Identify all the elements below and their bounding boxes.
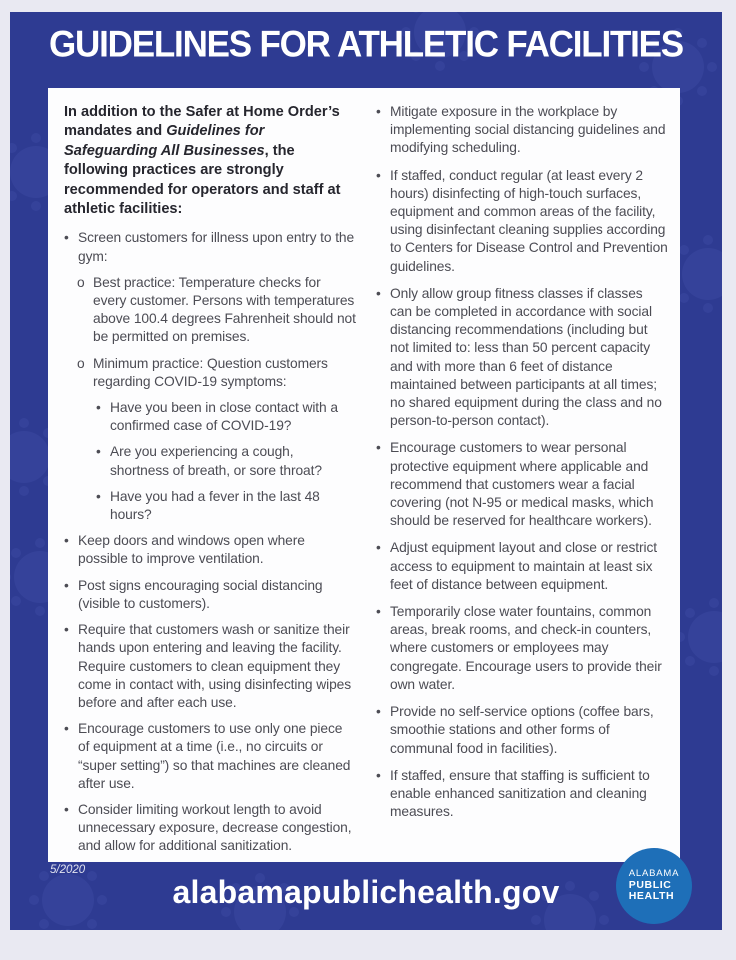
list-item [64, 399, 356, 435]
logo-line-alabama: ALABAMA [628, 867, 680, 879]
list-item-text: Temporarily close water fountains, common areas, break rooms, and check-in counters, where customers or employees may congregate. Encourage users to provide their own water. [390, 604, 662, 692]
list-item-text: Consider limiting workout length to avoid unnecessary exposure, decrease congestion, and allow for additional sanitization. [78, 801, 352, 854]
flyer-poster [10, 12, 722, 930]
list-item [64, 443, 356, 479]
publication-date: 5/2020 [50, 864, 86, 876]
list-item [64, 229, 356, 265]
list-item [376, 439, 668, 530]
bullet-marker: • [64, 230, 69, 246]
bullet-marker: • [64, 801, 69, 817]
list-item-text: Provide no self-service options (coffee bars, smoothie stations and other forms of communal food in facilities). [390, 704, 654, 756]
logo-text [629, 869, 679, 903]
list-item-text: Mitigate exposure in the workplace by implementing social distancing guidelines and modifying scheduling. [390, 104, 666, 156]
list-item-text: Adjust equipment layout and close or restrict access to equipment to maintain at least six feet of distance between equipment. [390, 540, 657, 592]
bullet-marker: • [64, 622, 69, 638]
bullet-marker: o [77, 355, 85, 371]
bullet-marker: • [376, 440, 381, 456]
list-item [376, 285, 668, 431]
list-item [376, 167, 668, 276]
page-title: GUIDELINES FOR ATHLETIC FACILITIES [49, 23, 683, 66]
intro-paragraph [64, 103, 356, 219]
bullet-marker: • [96, 488, 101, 504]
list-item-text: If staffed, ensure that staffing is sufficient to enable enhanced sanitization and cleaning measures. [390, 767, 650, 820]
bullet-marker: • [64, 721, 69, 737]
list-item [376, 703, 668, 758]
bullet-marker: • [376, 167, 381, 183]
list-item [376, 539, 668, 594]
bullet-marker: o [77, 274, 85, 290]
list-item-text: Have you been in close contact with a confirmed case of COVID-19? [110, 400, 338, 434]
list-item [64, 621, 356, 712]
bullet-marker: • [96, 400, 101, 416]
list-item [376, 603, 668, 694]
list-item [64, 355, 356, 391]
content-panel [48, 88, 680, 862]
bullet-marker: • [376, 285, 381, 301]
logo-line-public: PUBLIC [628, 878, 672, 891]
list-item [64, 488, 356, 524]
list-item-text: Screen customers for illness upon entry to the gym: [78, 230, 355, 264]
bullet-marker: • [96, 444, 101, 460]
intro-italic-title: Guidelines for Safeguarding All Businesses [64, 123, 265, 159]
list-item [64, 274, 356, 347]
bullet-marker: • [64, 533, 69, 549]
bullet-marker: • [376, 540, 381, 556]
bullet-marker: • [64, 577, 69, 593]
list-item [376, 767, 668, 822]
list-item [64, 720, 356, 793]
list-item [64, 577, 356, 613]
list-item-text: Have you had a fever in the last 48 hours? [110, 488, 320, 523]
list-item-text: Encourage customers to use only one piece of equipment at a time (i.e., no circuits or “super setting”) so that machines are cleaned after use. [78, 721, 351, 791]
list-item-text: Post signs encouraging social distancing (visible to customers). [78, 577, 323, 611]
intro-suffix: , the following practices are strongly recommended for operators and staff at athletic facilities: [64, 142, 341, 218]
list-item-text: If staffed, conduct regular (at least every 2 hours) disinfecting of high-touch surfaces, equipment and common areas of the facility, using disinfectant cleaning supplies according to Centers for Disease Control and Prevention guidelines. [390, 167, 668, 274]
right-column [376, 103, 668, 862]
list-item-text: Only allow group fitness classes if classes can be completed in accordance with social distancing recommendations (including but not limited to: less than 50 percent capacity and with more than 6 feet of distance maintained between participants at all times; no shared equipment during the class and no person-to-person contact). [390, 285, 662, 429]
intro-prefix: In addition to the Safer at Home Order’s mandates and [64, 104, 340, 140]
alabama-public-health-logo [616, 848, 692, 924]
website-url: alabamapublichealth.gov [172, 874, 560, 910]
bullet-marker: • [376, 704, 381, 720]
logo-line-health: HEALTH [628, 890, 675, 903]
bullet-marker: • [376, 604, 381, 620]
list-item-text: Encourage customers to wear personal protective equipment where applicable and recommend that customers wear a facial covering (not N-95 or medical masks, which should be reserved for healthcare workers). [390, 440, 654, 529]
list-item [64, 801, 356, 856]
list-item-text: Minimum practice: Question customers regarding COVID-19 symptoms: [93, 355, 328, 389]
bullet-marker: • [376, 104, 381, 119]
list-item-text: Require that customers wash or sanitize their hands upon entering and leaving the facility. Require customers to clean equipment they come in contact with, using disinfecting wipes before and after each use. [78, 622, 352, 710]
list-item [376, 103, 668, 158]
left-column [64, 103, 356, 862]
list-item [64, 532, 356, 568]
list-item-text: Keep doors and windows open where possible to improve ventilation. [78, 533, 305, 567]
bullet-marker: • [376, 767, 381, 783]
list-item-text: Best practice: Temperature checks for every customer. Persons with temperatures above 100.4 degrees Fahrenheit should not be permitted on premises. [93, 274, 356, 345]
list-item-text: Are you experiencing a cough, shortness of breath, or sore throat? [110, 444, 322, 478]
